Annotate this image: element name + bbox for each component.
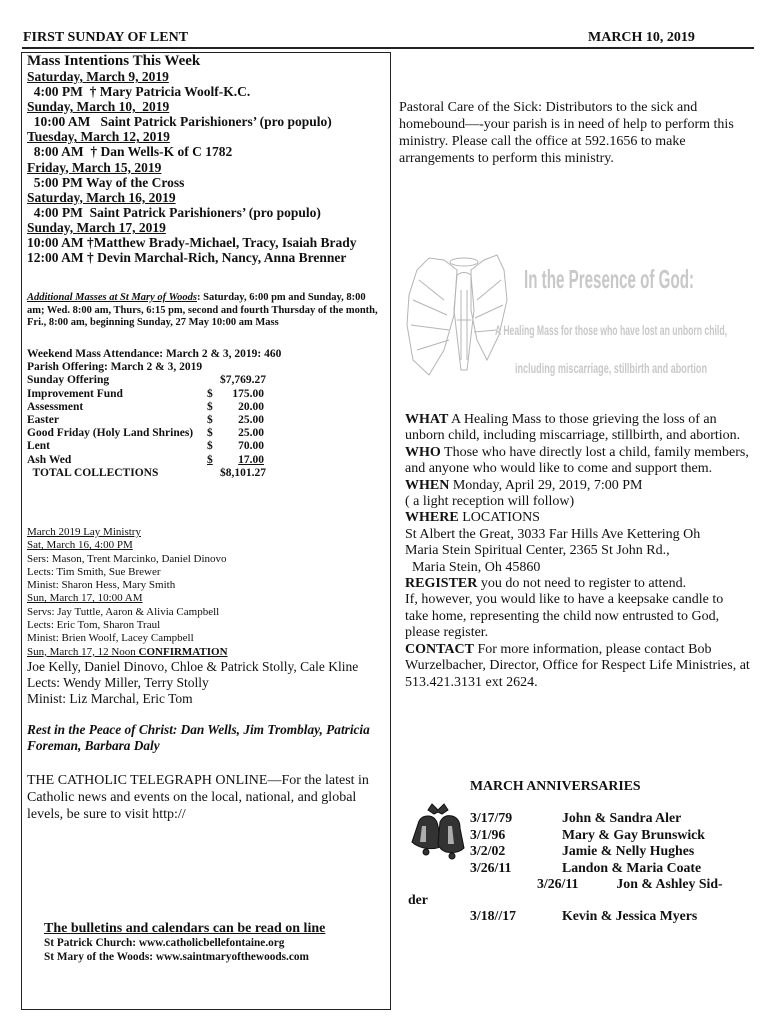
angel-graphic [399,240,729,408]
offering-row [27,374,281,387]
register-label: REGISTER [405,576,478,592]
anniversary-names: Mary & Gay Brunswick [562,826,705,842]
reception-text: ( a light reception will follow) [405,494,575,510]
intention-date: Sunday, March 10, 2019 [27,99,170,115]
header-rule [22,47,754,49]
healing-mass-image [399,240,729,408]
anniversary-date: 3/26/11 [470,859,512,875]
offering-amount: 25.00 [238,414,264,427]
offering-label: Easter [27,414,59,427]
additional-masses [27,292,385,330]
anniversary-names: Kevin & Jessica Myers [562,908,698,923]
intention-entry: 4:00 PM Saint Patrick Parishioners’ (pro populo) [27,204,321,220]
register-text: you do not need to register to attend. [477,576,687,592]
offering-currency: $ [207,387,213,400]
offering-currency: $ [207,414,213,427]
offering-row [27,440,281,453]
finances [27,348,281,480]
what-paragraph [405,412,750,445]
offering-currency: $ [207,453,213,466]
register-paragraph [405,576,750,592]
intention-date: Saturday, March 9, 2019 [27,69,169,84]
offering-currency: $ [207,427,213,440]
confirmation-ministry-line: Joe Kelly, Daniel Dinovo, Chloe & Patrick Stolly, Cale Kline [27,658,359,674]
offering-currency: $ [207,400,213,413]
offering-label: Sunday Offering [27,374,110,387]
offering-row [27,388,281,401]
intention-entry: 4:00 PM † Mary Patricia Woolf-K.C. [27,84,251,100]
pastoral-care-notice: Pastoral Care of the Sick: Distributors to the sick and homebound—-your parish is in need of help to perform this ministry. Please call the office at 592.1656 to make arrangements to perform this ministry. [399,100,734,166]
anniversary-names: John & Sandra Aler [562,810,682,825]
offering-row [27,467,281,480]
when-text: Monday, April 29, 2019, 7:00 PM [449,477,643,493]
anniversary-date: 3/18//17 [470,908,516,923]
anniversary-date: 3/1/96 [470,826,506,842]
healing-image-line1: A Healing Mass for those who have lost an unborn child, [495,322,727,338]
bells-icon [408,796,470,866]
bulletins-link-st-patrick[interactable]: St Patrick Church: www.catholicbellefontaine.org [44,937,285,949]
page-date: MARCH 10, 2019 [588,30,695,45]
bulletins-link-st-mary[interactable]: St Mary of the Woods: www.saintmaryofthewoods.com [44,950,309,963]
intention-date: Saturday, March 16, 2019 [27,189,176,205]
offering-row [27,401,281,414]
intention-date: Friday, March 15, 2019 [27,159,162,175]
healing-mass-details [405,412,750,691]
where-label: WHERE [405,510,459,526]
anniversary-row [470,843,705,860]
offering-amount: 70.00 [238,440,264,453]
bulletins-notice [44,920,325,964]
halo-icon [450,258,478,266]
mass-intentions-title: Mass Intentions This Week [27,53,201,69]
offering-label: Good Friday (Holy Land Shrines) [27,427,194,440]
offering-label: Improvement Fund [27,387,123,400]
who-text: Those who have directly lost a child, family members, and anyone who would like to come and support them. [405,444,749,477]
confirmation-ministry-line: Minist: Liz Marchal, Eric Tom [27,690,193,706]
ministry-line: Sat, March 16, 4:00 PM [27,539,133,552]
additional-masses-text: : Saturday, 6:00 pm and Sunday, 8:00 am; Wed. 8:00 am, Thurs, 6:15 pm, second and fourth Thursday of the month, Fri., 8:00 am, beginning Sunday, 27 May 10:00 am Mass [27,292,378,328]
intention-entry: 5:00 PM Way of the Cross [27,174,185,190]
offering-label: TOTAL COLLECTIONS [27,466,159,479]
telegraph-notice: THE CATHOLIC TELEGRAPH ONLINE—For the latest in Catholic news and events on the local, national, and global levels, be sure to visit http:// [27,773,369,822]
what-label: WHAT [405,412,449,427]
anniversary-date: 3/17/79 [470,810,513,825]
offering-currency [207,467,220,480]
offering-row [27,414,281,427]
anniversary-date: 3/26/11 [537,876,579,891]
anniversary-names: Jamie & Nelly Hughes [562,843,695,858]
ministry-line: Minist: Sharon Hess, Mary Smith [27,579,176,592]
location-2: Maria Stein Spiritual Center, 2365 St John Rd., [405,543,670,559]
mass-intentions [27,53,356,265]
anniversary-odd-row [537,876,723,893]
ministry-line: Sun, March 17, 10:00 AM [27,592,143,605]
confirmation-prefix: Sun, March 17, 12 Noon [27,645,139,658]
offering-amount: 175.00 [232,387,264,400]
confirmation-ministry-line: Lects: Wendy Miller, Terry Stolly [27,674,209,690]
ministry-line: March 2019 Lay Ministry [27,526,141,538]
anniversary-date: 3/2/02 [470,843,506,858]
offering-amount: 17.00 [238,453,264,466]
location-3: Maria Stein, Oh 45860 [405,559,541,575]
offering-label: Assessment [27,400,84,413]
rest-in-peace: Rest in the Peace of Christ: Dan Wells, Jim Tromblay, Patricia Foreman, Barbara Daly [27,722,370,753]
mass-attendance: Weekend Mass Attendance: March 2 & 3, 2019: 460 [27,348,282,360]
location-1: St Albert the Great, 3033 Far Hills Ave Kettering Oh [405,526,701,542]
intention-date: Tuesday, March 12, 2019 [27,129,170,145]
where-paragraph [405,510,750,526]
confirmation-line [27,646,358,659]
when-label: WHEN [405,477,450,493]
offering-amount: $8,101.27 [220,466,266,479]
anniversary-names: Landon & Maria Coate [562,859,702,875]
intention-date: Sunday, March 17, 2019 [27,219,166,235]
additional-masses-label: Additional Masses at St Mary of Woods [27,292,197,303]
offering-row [27,427,281,440]
healing-image-line2: including miscarriage, stillbirth and abortion [515,360,707,376]
intention-entry: 12:00 AM † Devin Marchal-Rich, Nancy, Anna Brenner [27,250,347,266]
anniversary-row [470,827,705,844]
offering-label: Lent [27,440,50,453]
offering-currency [207,374,220,387]
intention-entry: 10:00 AM †Matthew Brady-Michael, Tracy, Isaiah Brady [27,235,357,251]
ministry-line: Lects: Tim Smith, Sue Brewer [27,565,161,578]
anniversary-row [470,860,705,877]
anniversary-names: Jon & Ashley Sid- [616,876,723,891]
intention-entry: 10:00 AM Saint Patrick Parishioners’ (pro populo) [27,114,332,130]
anniversary-odd-cont: der [408,892,428,907]
anniversary-row [470,810,705,827]
bulletins-heading: The bulletins and calendars can be read on line [44,921,326,936]
healing-image-title: In the Presence of God: [524,264,694,294]
contact-label: CONTACT [405,641,474,657]
offering-label: Ash Wed [27,453,72,466]
offering-currency: $ [207,440,213,453]
anniversaries-title: MARCH ANNIVERSARIES [470,778,641,793]
page-title-left: FIRST SUNDAY OF LENT [23,30,189,45]
when-paragraph [405,478,750,494]
offering-amount: 25.00 [238,427,264,440]
ministry-line: Servs: Jay Tuttle, Aaron & Alivia Campbell [27,605,220,618]
offering-heading: Parish Offering: March 2 & 3, 2019 [27,361,203,374]
offering-amount: $7,769.27 [220,374,266,387]
who-label: WHO [405,444,441,460]
who-paragraph [405,445,750,478]
where-text: LOCATIONS [458,510,540,526]
offering-amount: 20.00 [238,400,264,413]
contact-text: For more information, please contact Bob Wurzelbacher, Director, Office for Respect Life Ministries, at 513.421.3131 ext 2624. [405,641,750,690]
confirmation-word: CONFIRMATION [138,645,228,658]
lay-ministry [27,526,358,707]
ministry-line: Lects: Eric Tom, Sharon Traul [27,619,161,632]
what-text: A Healing Mass to those grieving the loss of an unborn child, including miscarriage, stillbirth, and abortion. [405,412,741,444]
anniversary-last-row [470,908,697,925]
contact-paragraph [405,642,750,691]
ministry-line: Minist: Brien Woolf, Lacey Campbell [27,632,194,645]
candle-paragraph: If, however, you would like to have a keepsake candle to take home, representing the child now entrusted to God, please register. [405,592,724,641]
offering-row [27,454,281,467]
intention-entry: 8:00 AM † Dan Wells-K of C 1782 [27,144,233,160]
ministry-line: Sers: Mason, Trent Marcinko, Daniel Dinovo [27,552,227,565]
